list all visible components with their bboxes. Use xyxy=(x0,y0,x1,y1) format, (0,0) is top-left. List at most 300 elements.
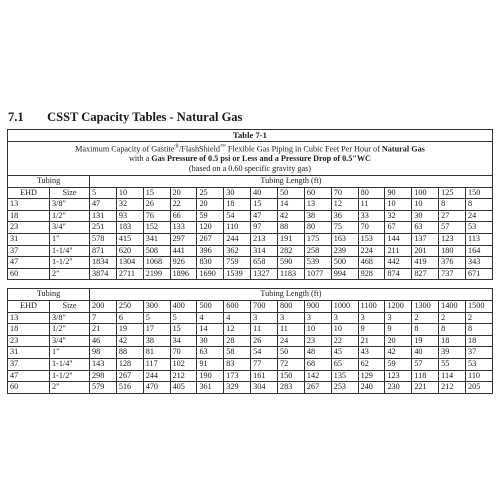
capacity-cell: 508 xyxy=(143,245,170,257)
table-caption: Table 7-1 xyxy=(8,130,493,142)
capacity-cell: 376 xyxy=(439,257,466,269)
capacity-cell: 183 xyxy=(116,222,143,234)
capacity-cell: 362 xyxy=(224,245,251,257)
capacity-cell: 4 xyxy=(224,312,251,324)
tubing-header: Tubing xyxy=(8,176,90,188)
capacity-cell: 173 xyxy=(224,370,251,382)
capacity-cell: 142 xyxy=(304,370,331,382)
capacity-cell: 1068 xyxy=(143,257,170,269)
capacity-cell: 1183 xyxy=(278,268,305,280)
capacity-cell: 26 xyxy=(251,335,278,347)
capacity-cell: 47 xyxy=(90,199,117,211)
capacity-cell: 211 xyxy=(385,245,412,257)
capacity-cell: 42 xyxy=(385,347,412,359)
capacity-cell: 267 xyxy=(304,382,331,394)
length-header-cell: 50 xyxy=(278,187,305,199)
capacity-cell: 1834 xyxy=(90,257,117,269)
capacity-cell: 175 xyxy=(304,234,331,246)
table-row xyxy=(8,257,493,269)
capacity-cell: 928 xyxy=(358,268,385,280)
capacity-cell: 304 xyxy=(251,382,278,394)
ehd-cell: 31 xyxy=(8,347,50,359)
size-cell: 1-1/4" xyxy=(50,359,90,371)
capacity-cell: 12 xyxy=(331,199,358,211)
capacity-cell: 2711 xyxy=(116,268,143,280)
capacity-cell: 47 xyxy=(251,210,278,222)
capacity-cell: 88 xyxy=(116,347,143,359)
tubing-header: Tubing xyxy=(8,289,90,301)
capacity-cell: 18 xyxy=(439,335,466,347)
section-heading xyxy=(8,110,242,125)
capacity-cell: 240 xyxy=(358,382,385,394)
capacity-cell: 1690 xyxy=(197,268,224,280)
length-header-cell: 25 xyxy=(197,187,224,199)
length-header-cell: 250 xyxy=(116,301,143,313)
capacity-cell: 419 xyxy=(412,257,439,269)
capacity-cell: 9 xyxy=(358,324,385,336)
length-header-cell: 200 xyxy=(90,301,117,313)
capacity-cell: 267 xyxy=(116,370,143,382)
capacity-cell: 30 xyxy=(197,335,224,347)
length-header-cell: 1400 xyxy=(439,301,466,313)
capacity-cell: 58 xyxy=(224,347,251,359)
capacity-cell: 1896 xyxy=(170,268,197,280)
size-cell: 2" xyxy=(50,382,90,394)
capacity-cell: 118 xyxy=(412,370,439,382)
length-header-cell: 10 xyxy=(116,187,143,199)
capacity-cell: 205 xyxy=(466,382,493,394)
size-cell: 2" xyxy=(50,268,90,280)
capacity-cell: 10 xyxy=(385,199,412,211)
capacity-cell: 135 xyxy=(331,370,358,382)
capacity-cell: 10 xyxy=(412,199,439,211)
ehd-cell: 23 xyxy=(8,335,50,347)
capacity-cell: 123 xyxy=(385,370,412,382)
capacity-cell: 131 xyxy=(90,210,117,222)
capacity-cell: 737 xyxy=(439,268,466,280)
tubing-length-header: Tubing Length (ft) xyxy=(90,289,493,301)
capacity-cell: 516 xyxy=(116,382,143,394)
ehd-cell: 13 xyxy=(8,312,50,324)
capacity-cell: 28 xyxy=(224,335,251,347)
capacity-cell: 150 xyxy=(278,370,305,382)
capacity-cell: 59 xyxy=(197,210,224,222)
capacity-cell: 88 xyxy=(278,222,305,234)
capacity-cell: 67 xyxy=(385,222,412,234)
capacity-cell: 224 xyxy=(358,245,385,257)
length-header-cell: 1500 xyxy=(466,301,493,313)
capacity-cell: 3 xyxy=(278,312,305,324)
table-description: Maximum Capacity of Gastite®/FlashShield™ Flexible Gas Piping in Cubic Feet Per Hour of Natural Gas with a Gas Pressure of 0.5 psi or Less and a Pressure Drop of 0.5"WC (based on a 0.60 specific gravity gas) xyxy=(8,141,493,176)
length-header-cell: 800 xyxy=(278,301,305,313)
capacity-cell: 298 xyxy=(90,370,117,382)
capacity-table xyxy=(7,129,493,394)
capacity-cell: 54 xyxy=(224,210,251,222)
capacity-cell: 22 xyxy=(170,199,197,211)
capacity-cell: 53 xyxy=(466,359,493,371)
length-header-cell: 1300 xyxy=(412,301,439,313)
capacity-cell: 110 xyxy=(224,222,251,234)
capacity-cell: 80 xyxy=(304,222,331,234)
capacity-cell: 396 xyxy=(197,245,224,257)
capacity-cell: 57 xyxy=(412,359,439,371)
capacity-cell: 36 xyxy=(331,210,358,222)
capacity-cell: 76 xyxy=(143,210,170,222)
size-header: Size xyxy=(50,301,90,313)
capacity-cell: 2 xyxy=(412,312,439,324)
capacity-cell: 38 xyxy=(143,335,170,347)
capacity-cell: 759 xyxy=(224,257,251,269)
length-header-cell: 90 xyxy=(385,187,412,199)
capacity-cell: 46 xyxy=(90,335,117,347)
ehd-header: EHD xyxy=(8,301,50,313)
length-header-cell: 1100 xyxy=(358,301,385,313)
capacity-cell: 65 xyxy=(331,359,358,371)
capacity-cell: 11 xyxy=(358,199,385,211)
capacity-cell: 42 xyxy=(116,335,143,347)
table-row xyxy=(8,210,493,222)
ehd-cell: 18 xyxy=(8,324,50,336)
capacity-cell: 143 xyxy=(90,359,117,371)
capacity-cell: 405 xyxy=(170,382,197,394)
size-cell: 1-1/2" xyxy=(50,370,90,382)
capacity-cell: 39 xyxy=(439,347,466,359)
capacity-cell: 83 xyxy=(224,359,251,371)
capacity-cell: 468 xyxy=(358,257,385,269)
capacity-cell: 133 xyxy=(170,222,197,234)
capacity-cell: 253 xyxy=(331,382,358,394)
capacity-cell: 152 xyxy=(143,222,170,234)
size-cell: 3/4" xyxy=(50,222,90,234)
capacity-cell: 63 xyxy=(197,347,224,359)
capacity-cell: 102 xyxy=(170,359,197,371)
capacity-cell: 8 xyxy=(439,199,466,211)
capacity-cell: 18 xyxy=(466,335,493,347)
length-header-cell: 125 xyxy=(439,187,466,199)
capacity-cell: 329 xyxy=(224,382,251,394)
capacity-cell: 128 xyxy=(116,359,143,371)
capacity-cell: 442 xyxy=(385,257,412,269)
capacity-cell: 75 xyxy=(331,222,358,234)
capacity-cell: 8 xyxy=(466,199,493,211)
capacity-cell: 30 xyxy=(412,210,439,222)
table-row xyxy=(8,312,493,324)
ehd-cell: 18 xyxy=(8,210,50,222)
ehd-cell: 47 xyxy=(8,370,50,382)
capacity-cell: 1539 xyxy=(224,268,251,280)
capacity-cell: 117 xyxy=(143,359,170,371)
capacity-cell: 129 xyxy=(358,370,385,382)
column-header-row xyxy=(8,301,493,313)
capacity-cell: 10 xyxy=(331,324,358,336)
capacity-cell: 55 xyxy=(439,359,466,371)
section-title: CSST Capacity Tables - Natural Gas xyxy=(47,110,243,124)
length-header-cell: 500 xyxy=(197,301,224,313)
length-header-cell: 700 xyxy=(251,301,278,313)
capacity-cell: 244 xyxy=(143,370,170,382)
ehd-cell: 13 xyxy=(8,199,50,211)
capacity-cell: 113 xyxy=(466,234,493,246)
group-header-row xyxy=(8,289,493,301)
capacity-cell: 81 xyxy=(143,347,170,359)
capacity-cell: 4 xyxy=(197,312,224,324)
length-header-cell: 5 xyxy=(90,187,117,199)
capacity-cell: 24 xyxy=(278,335,305,347)
section-number: 7.1 xyxy=(8,110,24,124)
table-row xyxy=(8,359,493,371)
length-header-cell: 30 xyxy=(224,187,251,199)
capacity-cell: 221 xyxy=(412,382,439,394)
capacity-cell: 57 xyxy=(439,222,466,234)
capacity-cell: 15 xyxy=(251,199,278,211)
table-row xyxy=(8,370,493,382)
capacity-cell: 230 xyxy=(385,382,412,394)
capacity-cell: 282 xyxy=(278,245,305,257)
table-row xyxy=(8,268,493,280)
length-header-cell: 300 xyxy=(143,301,170,313)
capacity-cell: 48 xyxy=(304,347,331,359)
capacity-cell: 3 xyxy=(251,312,278,324)
capacity-cell: 500 xyxy=(331,257,358,269)
capacity-cell: 3 xyxy=(358,312,385,324)
ehd-cell: 31 xyxy=(8,234,50,246)
capacity-cell: 120 xyxy=(197,222,224,234)
capacity-cell: 20 xyxy=(385,335,412,347)
capacity-cell: 180 xyxy=(439,245,466,257)
capacity-cell: 7 xyxy=(90,312,117,324)
capacity-cell: 45 xyxy=(331,347,358,359)
capacity-cell: 827 xyxy=(412,268,439,280)
table-gap xyxy=(8,280,493,289)
capacity-cell: 54 xyxy=(251,347,278,359)
size-cell: 3/8" xyxy=(50,199,90,211)
capacity-cell: 21 xyxy=(90,324,117,336)
length-header-cell: 15 xyxy=(143,187,170,199)
capacity-cell: 22 xyxy=(331,335,358,347)
capacity-cell: 15 xyxy=(170,324,197,336)
capacity-cell: 72 xyxy=(278,359,305,371)
capacity-cell: 830 xyxy=(197,257,224,269)
capacity-cell: 201 xyxy=(412,245,439,257)
capacity-cell: 2 xyxy=(466,312,493,324)
capacity-cell: 34 xyxy=(170,335,197,347)
capacity-cell: 62 xyxy=(358,359,385,371)
capacity-cell: 63 xyxy=(412,222,439,234)
capacity-cell: 93 xyxy=(116,210,143,222)
capacity-cell: 40 xyxy=(412,347,439,359)
length-header-cell: 900 xyxy=(304,301,331,313)
capacity-cell: 3874 xyxy=(90,268,117,280)
capacity-cell: 3 xyxy=(331,312,358,324)
table-row xyxy=(8,222,493,234)
capacity-cell: 441 xyxy=(170,245,197,257)
capacity-cell: 874 xyxy=(385,268,412,280)
capacity-cell: 579 xyxy=(90,382,117,394)
ehd-cell: 37 xyxy=(8,245,50,257)
capacity-cell: 8 xyxy=(412,324,439,336)
capacity-cell: 164 xyxy=(466,245,493,257)
capacity-cell: 11 xyxy=(278,324,305,336)
length-header-cell: 100 xyxy=(412,187,439,199)
capacity-cell: 341 xyxy=(143,234,170,246)
capacity-cell: 32 xyxy=(116,199,143,211)
capacity-cell: 13 xyxy=(304,199,331,211)
capacity-cell: 620 xyxy=(116,245,143,257)
capacity-cell: 212 xyxy=(439,382,466,394)
capacity-cell: 8 xyxy=(466,324,493,336)
capacity-cell: 59 xyxy=(385,359,412,371)
capacity-cell: 212 xyxy=(170,370,197,382)
length-header-cell: 1000 xyxy=(331,301,358,313)
table-row xyxy=(8,199,493,211)
capacity-cell: 590 xyxy=(278,257,305,269)
size-cell: 1" xyxy=(50,234,90,246)
capacity-cell: 21 xyxy=(358,335,385,347)
capacity-cell: 994 xyxy=(331,268,358,280)
ehd-cell: 47 xyxy=(8,257,50,269)
capacity-cell: 191 xyxy=(278,234,305,246)
capacity-cell: 43 xyxy=(358,347,385,359)
length-header-cell: 600 xyxy=(224,301,251,313)
capacity-cell: 3 xyxy=(385,312,412,324)
length-header-cell: 60 xyxy=(304,187,331,199)
capacity-cell: 110 xyxy=(466,370,493,382)
ehd-cell: 60 xyxy=(8,268,50,280)
length-header-cell: 1200 xyxy=(385,301,412,313)
capacity-cell: 297 xyxy=(170,234,197,246)
capacity-cell: 244 xyxy=(224,234,251,246)
capacity-cell: 27 xyxy=(439,210,466,222)
capacity-cell: 14 xyxy=(197,324,224,336)
capacity-cell: 42 xyxy=(278,210,305,222)
size-cell: 3/8" xyxy=(50,312,90,324)
length-header-cell: 80 xyxy=(358,187,385,199)
ehd-header: EHD xyxy=(8,187,50,199)
size-cell: 1/2" xyxy=(50,210,90,222)
size-cell: 1-1/4" xyxy=(50,245,90,257)
capacity-cell: 314 xyxy=(251,245,278,257)
length-header-cell: 40 xyxy=(251,187,278,199)
capacity-cell: 5 xyxy=(170,312,197,324)
capacity-cell: 671 xyxy=(466,268,493,280)
capacity-cell: 50 xyxy=(278,347,305,359)
capacity-cell: 258 xyxy=(304,245,331,257)
capacity-cell: 267 xyxy=(197,234,224,246)
capacity-cell: 163 xyxy=(331,234,358,246)
capacity-cell: 153 xyxy=(358,234,385,246)
length-header-cell: 400 xyxy=(170,301,197,313)
capacity-table-wrapper xyxy=(7,129,492,394)
table-row xyxy=(8,335,493,347)
capacity-cell: 1077 xyxy=(304,268,331,280)
table-row xyxy=(8,382,493,394)
table-row xyxy=(8,324,493,336)
capacity-cell: 1304 xyxy=(116,257,143,269)
capacity-cell: 2 xyxy=(439,312,466,324)
capacity-cell: 91 xyxy=(197,359,224,371)
table-row xyxy=(8,347,493,359)
tubing-length-header: Tubing Length (ft) xyxy=(90,176,493,188)
ehd-cell: 37 xyxy=(8,359,50,371)
capacity-cell: 77 xyxy=(251,359,278,371)
capacity-cell: 9 xyxy=(385,324,412,336)
table-row xyxy=(8,234,493,246)
capacity-cell: 8 xyxy=(439,324,466,336)
ehd-cell: 60 xyxy=(8,382,50,394)
column-header-row xyxy=(8,187,493,199)
capacity-cell: 19 xyxy=(116,324,143,336)
capacity-cell: 361 xyxy=(197,382,224,394)
capacity-cell: 3 xyxy=(304,312,331,324)
capacity-cell: 190 xyxy=(197,370,224,382)
capacity-cell: 123 xyxy=(439,234,466,246)
capacity-cell: 161 xyxy=(251,370,278,382)
capacity-cell: 239 xyxy=(331,245,358,257)
capacity-cell: 70 xyxy=(358,222,385,234)
capacity-cell: 5 xyxy=(143,312,170,324)
capacity-cell: 32 xyxy=(385,210,412,222)
capacity-cell: 470 xyxy=(143,382,170,394)
capacity-cell: 24 xyxy=(466,210,493,222)
capacity-cell: 12 xyxy=(224,324,251,336)
length-header-cell: 70 xyxy=(331,187,358,199)
capacity-cell: 6 xyxy=(116,312,143,324)
capacity-cell: 114 xyxy=(439,370,466,382)
size-cell: 1" xyxy=(50,347,90,359)
capacity-cell: 539 xyxy=(304,257,331,269)
capacity-cell: 18 xyxy=(224,199,251,211)
size-cell: 1/2" xyxy=(50,324,90,336)
capacity-cell: 578 xyxy=(90,234,117,246)
capacity-cell: 343 xyxy=(466,257,493,269)
capacity-cell: 38 xyxy=(304,210,331,222)
ehd-cell: 23 xyxy=(8,222,50,234)
capacity-cell: 33 xyxy=(358,210,385,222)
length-header-cell: 20 xyxy=(170,187,197,199)
capacity-cell: 251 xyxy=(90,222,117,234)
capacity-cell: 926 xyxy=(170,257,197,269)
capacity-cell: 213 xyxy=(251,234,278,246)
group-header-row xyxy=(8,176,493,188)
capacity-cell: 20 xyxy=(197,199,224,211)
capacity-cell: 68 xyxy=(304,359,331,371)
capacity-cell: 1327 xyxy=(251,268,278,280)
capacity-cell: 66 xyxy=(170,210,197,222)
capacity-cell: 144 xyxy=(385,234,412,246)
capacity-cell: 283 xyxy=(278,382,305,394)
capacity-cell: 137 xyxy=(412,234,439,246)
capacity-cell: 98 xyxy=(90,347,117,359)
capacity-cell: 17 xyxy=(143,324,170,336)
capacity-cell: 97 xyxy=(251,222,278,234)
size-cell: 1-1/2" xyxy=(50,257,90,269)
length-header-cell: 150 xyxy=(466,187,493,199)
capacity-cell: 871 xyxy=(90,245,117,257)
capacity-cell: 14 xyxy=(278,199,305,211)
capacity-cell: 19 xyxy=(412,335,439,347)
capacity-cell: 53 xyxy=(466,222,493,234)
size-header: Size xyxy=(50,187,90,199)
capacity-cell: 26 xyxy=(143,199,170,211)
capacity-cell: 70 xyxy=(170,347,197,359)
capacity-cell: 23 xyxy=(304,335,331,347)
capacity-cell: 11 xyxy=(251,324,278,336)
table-row xyxy=(8,245,493,257)
capacity-cell: 37 xyxy=(466,347,493,359)
capacity-cell: 658 xyxy=(251,257,278,269)
size-cell: 3/4" xyxy=(50,335,90,347)
capacity-cell: 2199 xyxy=(143,268,170,280)
